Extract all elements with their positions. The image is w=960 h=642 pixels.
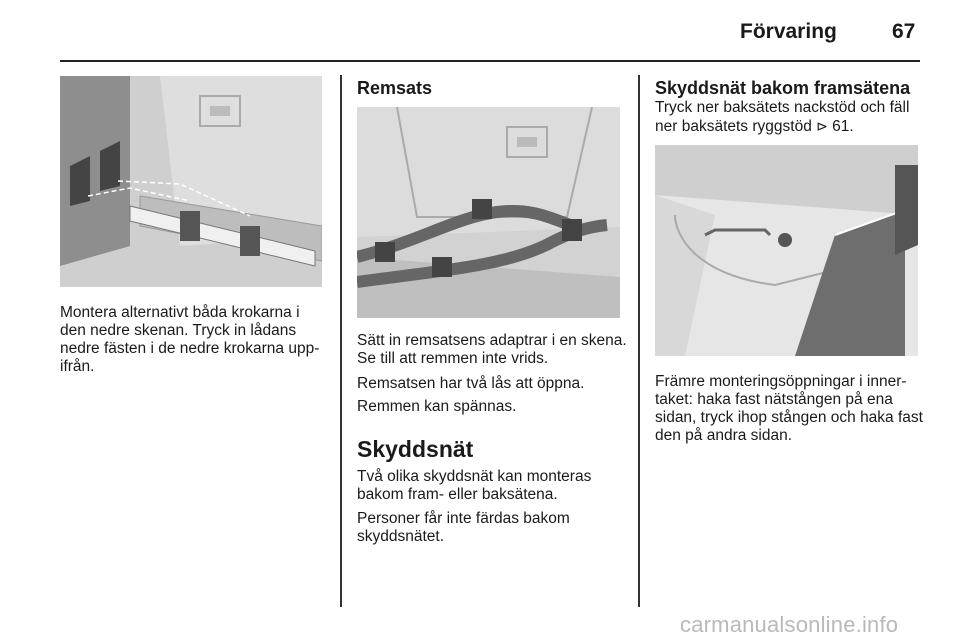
header-rule	[60, 60, 920, 62]
section-heading-front-net: Skyddsnät bakom framsätena	[655, 78, 911, 98]
paragraph-passengers: Personer får inte färdas bakom skyddsnätet.	[357, 510, 570, 545]
figure-strap-kit	[357, 107, 620, 318]
section-heading-remsats: Remsats	[357, 78, 433, 98]
paragraph-strap-tension: Remmen kan spännas.	[357, 398, 517, 415]
paragraph-strap-adapters: Sätt in remsatsens adaptrar i en skena. Se till att remmen inte vrids.	[357, 332, 627, 367]
header-title: Förvaring	[740, 20, 837, 43]
caption-mounting: Främre monteringsöppningar i innertaket: haka fast nätstången på ena sidan, tryck ihop stången och haka fast den på andra sidan.	[655, 373, 923, 444]
paragraph-strap-locks: Remsatsen har två lås att öppna.	[357, 375, 585, 392]
fold-seats-text: Tryck ner baksätets nackstöd och fäll ner baksätets ryggstöd	[655, 99, 910, 135]
page-reference-link[interactable]: 61.	[832, 118, 854, 135]
triangle-right-icon: ⊳	[816, 118, 828, 134]
paragraph-nets: Två olika skyddsnät kan monteras bakom fram- eller baksätena.	[357, 468, 592, 503]
section-heading-skyddsnat: Skyddsnät	[357, 436, 474, 462]
column-divider-1	[340, 75, 342, 607]
column-divider-2	[638, 75, 640, 607]
caption-hooks: Montera alternativt båda krokarna i den nedre skenan. Tryck in lådans nedre fästen i de nedre krokarna uppifrån.	[60, 304, 320, 375]
paragraph-fold-seats	[655, 99, 925, 136]
figure-hooks-rail	[60, 76, 322, 287]
figure-net-mounting	[655, 145, 918, 356]
watermark: carmanualsonline.info	[680, 612, 899, 637]
page-number: 67	[892, 20, 916, 43]
